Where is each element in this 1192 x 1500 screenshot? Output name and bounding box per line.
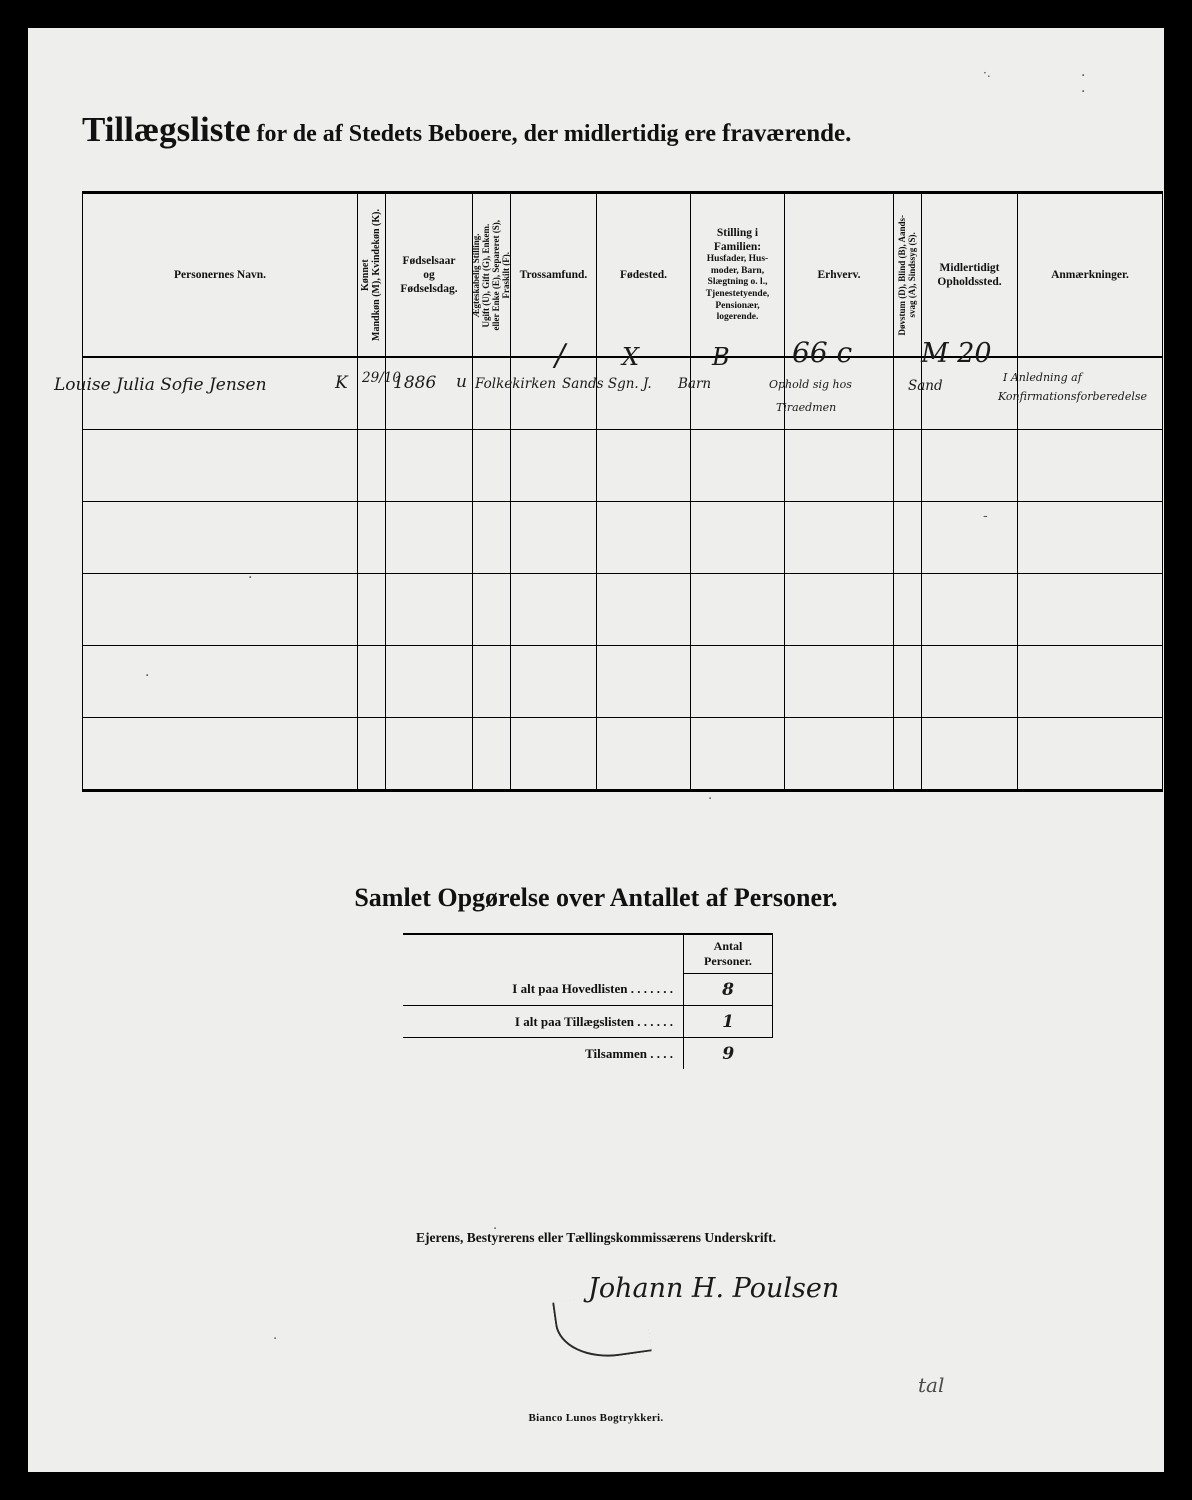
cell-occupation	[785, 502, 894, 574]
col-header-temp-residence	[922, 193, 1018, 358]
cell-sex	[358, 574, 386, 646]
col-header-birth-line2: og	[423, 268, 435, 281]
cell-disability	[894, 430, 922, 502]
cell-birthplace	[597, 502, 691, 574]
printer-imprint: Bianco Lunos Bogtrykkeri.	[528, 1412, 664, 1424]
col-header-birth-line3: Fødselsdag.	[400, 283, 458, 295]
col-header-disability-line1: Døvstum (D), Blind (B), Aands-	[897, 214, 908, 336]
entry-remarks-line2: Konfirmationsforberedelse	[998, 390, 1147, 403]
tally-mark-faith: /	[555, 338, 566, 373]
summary-col-header	[684, 934, 773, 974]
table-header-row	[83, 193, 1163, 358]
page-title-sub: for de af Stedets Beboere, der midlertidig ere	[250, 121, 723, 147]
summary-row	[403, 1006, 773, 1038]
col-header-sex-line2: Mandkøn (M), Kvindekøn (K).	[371, 209, 383, 341]
col-header-family-line6: Tjenestetyende,	[705, 289, 770, 300]
col-header-temp-line1: Midlertidigt	[939, 261, 1000, 274]
cell-remarks	[1018, 430, 1163, 502]
scan-speck: .	[493, 1218, 498, 1233]
scan-speck: .	[248, 566, 253, 582]
col-header-marital-line1: Ægteskabelig Stilling.	[471, 232, 482, 317]
col-header-remarks	[1018, 193, 1163, 358]
col-header-family-line4: moder, Barn,	[710, 265, 765, 276]
entry-birth-year: 1886	[393, 373, 437, 393]
cell-name	[83, 430, 358, 502]
summary-row-label: I alt paa Tillægslisten . . . . . .	[403, 1006, 684, 1038]
cell-temp-residence	[922, 574, 1018, 646]
summary-col-header-line2: Personer.	[704, 954, 752, 968]
table-row	[83, 646, 1163, 718]
col-header-sex-line1: Kønnet	[360, 259, 372, 291]
summary-value-tillaegslisten: 1	[722, 1011, 734, 1032]
table-row	[83, 430, 1163, 502]
cell-family-position	[691, 502, 785, 574]
signature-label: Ejerens, Bestyrerens eller Tællingskommissærens Underskrift.	[416, 1230, 776, 1245]
table-row	[83, 718, 1163, 791]
cell-sex	[358, 646, 386, 718]
cell-disability	[894, 718, 922, 791]
entry-temp-residence: Sand	[908, 378, 943, 394]
census-form-page	[28, 28, 1164, 1472]
cell-faith	[511, 357, 597, 430]
persons-table	[82, 191, 1163, 792]
entry-sex: K	[335, 373, 348, 393]
entry-marital: u	[456, 372, 467, 392]
scan-speck: .	[145, 664, 150, 680]
summary-row-label: I alt paa Hovedlisten . . . . . . .	[403, 974, 684, 1006]
summary-col-header-line1: Antal	[713, 939, 743, 953]
col-header-marital	[473, 193, 511, 358]
col-header-family-line5: Slægtning o. l.,	[707, 277, 768, 288]
summary-value-tilsammen: 9	[722, 1043, 735, 1064]
summary-total-label: Tilsammen . . . .	[403, 1038, 684, 1070]
col-header-birth	[386, 193, 473, 358]
signature-handwriting: Johann H. Poulsen	[588, 1273, 840, 1304]
tally-mark-birthplace: X	[622, 343, 640, 371]
col-header-occupation	[785, 193, 894, 358]
cell-birthplace	[597, 357, 691, 430]
cell-faith	[511, 502, 597, 574]
col-header-sex	[358, 193, 386, 358]
cell-birth	[386, 646, 473, 718]
summary-row-value	[684, 1006, 773, 1038]
col-header-disability-line2: svag (A), Sindssyg (S).	[907, 232, 918, 318]
col-header-family-line1: Stilling i	[716, 227, 759, 240]
cell-faith	[511, 718, 597, 791]
cell-family-position	[691, 646, 785, 718]
col-header-marital-line3: eller Enke (E), Separeret (S),	[491, 219, 502, 331]
summary-title: Samlet Opgørelse over Antallet af Personer.	[354, 883, 838, 912]
cell-birth	[386, 574, 473, 646]
cell-name	[83, 718, 358, 791]
entry-birthplace: Sands Sgn. J.	[562, 376, 652, 392]
cell-marital	[473, 357, 511, 430]
cell-remarks	[1018, 502, 1163, 574]
page-title-emph: fraværende.	[722, 120, 852, 147]
col-header-family-line8: logerende.	[716, 312, 759, 323]
col-header-family-line7: Pensionær,	[715, 300, 760, 311]
entry-occupation-line1: Ophold sig hos	[769, 378, 852, 391]
summary-row-value	[684, 974, 773, 1006]
cell-remarks	[1018, 574, 1163, 646]
scan-speck: · ·	[1081, 68, 1086, 100]
col-header-faith-label: Trossamfund.	[519, 268, 588, 281]
scan-speck: .	[273, 1328, 278, 1343]
col-header-remarks-label: Anmærkninger.	[1051, 268, 1129, 281]
cell-occupation	[785, 718, 894, 791]
cell-birth	[386, 357, 473, 430]
summary-table	[403, 933, 773, 1069]
scan-speck: .	[708, 788, 713, 803]
page-title-main: Tillægsliste	[82, 110, 251, 149]
tally-mark-family: B	[712, 343, 730, 371]
cell-faith	[511, 574, 597, 646]
cell-sex	[358, 718, 386, 791]
col-header-occupation-label: Erhverv.	[817, 268, 861, 281]
entry-family-position: Barn	[678, 376, 712, 392]
cell-temp-residence	[922, 430, 1018, 502]
cell-family-position	[691, 718, 785, 791]
summary-row-total	[403, 1038, 773, 1070]
col-header-family-position	[691, 193, 785, 358]
summary-value-hovedlisten: 8	[722, 979, 734, 1000]
summary-header-spacer	[403, 934, 684, 974]
cell-family-position	[691, 357, 785, 430]
cell-sex	[358, 430, 386, 502]
scan-speck: tal	[918, 1373, 945, 1397]
cell-disability	[894, 646, 922, 718]
cell-temp-residence	[922, 502, 1018, 574]
coding-mark-occupation: 66 c	[792, 336, 853, 369]
cell-birthplace	[597, 646, 691, 718]
cell-occupation	[785, 646, 894, 718]
entry-faith: Folkekirken	[475, 376, 557, 392]
col-header-marital-line2: Ugift (U), Gift (G), Enkem.	[481, 223, 492, 327]
cell-occupation	[785, 430, 894, 502]
summary-row	[403, 974, 773, 1006]
col-header-birthplace-label: Fødested.	[620, 268, 667, 281]
cell-disability	[894, 574, 922, 646]
col-header-temp-line2: Opholdssted.	[937, 276, 1002, 288]
cell-sex	[358, 502, 386, 574]
scan-speck: -	[983, 508, 988, 524]
cell-name	[83, 646, 358, 718]
col-header-family-line2: Familien:	[713, 241, 762, 254]
scan-speck: ·.	[983, 66, 991, 80]
cell-remarks	[1018, 718, 1163, 791]
cell-temp-residence	[922, 718, 1018, 791]
cell-temp-residence	[922, 646, 1018, 718]
col-header-faith	[511, 193, 597, 358]
summary-header-row	[403, 934, 773, 974]
cell-birth	[386, 430, 473, 502]
cell-name	[83, 574, 358, 646]
col-header-marital-line4: Fraskilt (F).	[501, 251, 512, 299]
cell-occupation	[785, 574, 894, 646]
cell-birth	[386, 718, 473, 791]
cell-marital	[473, 430, 511, 502]
col-header-name-label: Personernes Navn.	[174, 268, 266, 281]
cell-marital	[473, 502, 511, 574]
cell-faith	[511, 646, 597, 718]
cell-marital	[473, 718, 511, 791]
table-row	[83, 574, 1163, 646]
cell-marital	[473, 574, 511, 646]
cell-disability	[894, 502, 922, 574]
cell-birthplace	[597, 430, 691, 502]
col-header-family-line3: Husfader, Hus-	[706, 254, 769, 265]
col-header-birthplace	[597, 193, 691, 358]
cell-family-position	[691, 574, 785, 646]
cell-name	[83, 502, 358, 574]
col-header-birth-line1: Fødselsaar	[402, 254, 456, 267]
cell-remarks	[1018, 646, 1163, 718]
cell-family-position	[691, 430, 785, 502]
cell-sex	[358, 357, 386, 430]
page-title	[82, 110, 1112, 150]
cell-marital	[473, 646, 511, 718]
entry-remarks-line1: I Anledning af	[1003, 371, 1082, 384]
col-header-disability	[894, 193, 922, 358]
cell-birthplace	[597, 718, 691, 791]
cell-faith	[511, 430, 597, 502]
entry-birth-day: 29/10	[362, 370, 401, 386]
entry-name: Louise Julia Sofie Jensen	[54, 375, 267, 395]
summary-total-value	[684, 1038, 773, 1070]
coding-mark-temp-residence: M 20	[921, 338, 992, 369]
cell-birth	[386, 502, 473, 574]
entry-occupation-line2: Tiraedmen	[776, 401, 837, 414]
cell-birthplace	[597, 574, 691, 646]
col-header-name	[83, 193, 358, 358]
table-row	[83, 502, 1163, 574]
